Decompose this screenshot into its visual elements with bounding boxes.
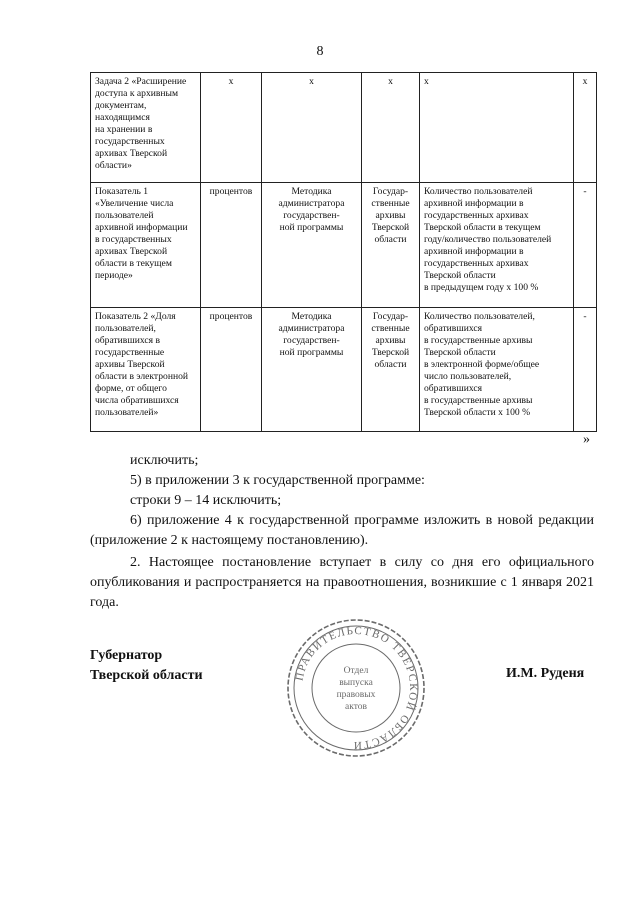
paragraph-exclude: исключить;: [130, 453, 199, 468]
page-number: 8: [316, 44, 324, 59]
stamp-center-line4: актов: [345, 702, 367, 712]
table-cell-method: х: [262, 73, 362, 183]
stamp-center-line2: выпуска: [339, 678, 373, 688]
table-row: [91, 73, 597, 183]
table-cell-unit: процентов: [201, 308, 262, 432]
table-row: [91, 183, 597, 308]
table-cell-formula: Количество пользователей архивной информации в государственных архивах Тверской области в текущем году/количество пользователей архивной информации в государственных архивах Тверской области в предыдущем году х 100 %: [420, 183, 574, 308]
official-stamp: [285, 617, 427, 759]
table-cell-note: х: [574, 73, 597, 183]
table-cell-formula: х: [420, 73, 574, 183]
signatory-name: И.М. Руденя: [506, 666, 585, 681]
table-cell-name: Показатель 1 «Увеличение числа пользователей архивной информации в государственных архивах Тверской области в текущем периоде»: [91, 183, 201, 308]
signatory-title: [90, 646, 203, 686]
table-cell-note: -: [574, 183, 597, 308]
signatory-title-line1: Губернатор: [90, 648, 163, 663]
table-cell-source: Государ- ственные архивы Тверской области: [362, 183, 420, 308]
indicators-table: [90, 72, 597, 432]
table-cell-source: Государ- ственные архивы Тверской области: [362, 308, 420, 432]
table-cell-unit: процентов: [201, 183, 262, 308]
table-cell-name: Показатель 2 «Доля пользователей, обратившихся в государственные архивы Тверской области в электронной форме, от общего числа обратившихся пользователей»: [91, 308, 201, 432]
table-row: [91, 308, 597, 432]
signatory-title-line2: Тверской области: [90, 668, 203, 683]
stamp-center-line3: правовых: [336, 690, 376, 700]
stamp-ring-text: ПРАВИТЕЛЬСТВО ТВЕРСКОЙ ОБЛАСТИ: [293, 624, 420, 752]
paragraph-effective-date: 2. Настоящее постановление вступает в силу со дня его официального опубликования и распространяется на правоотношения, возникшие с 1 января 2021 года.: [90, 555, 594, 610]
table-cell-method: Методика администратора государствен- ной программы: [262, 308, 362, 432]
table-cell-source: х: [362, 73, 420, 183]
closing-quote: »: [583, 432, 590, 447]
table-cell-note: -: [574, 308, 597, 432]
paragraph-rows-exclude: строки 9 – 14 исключить;: [130, 493, 282, 508]
table-cell-name: Задача 2 «Расширение доступа к архивным документам, находящимся на хранении в государственных архивах Тверской области»: [91, 73, 201, 183]
table-cell-unit: х: [201, 73, 262, 183]
paragraph-item-6: 6) приложение 4 к государственной программе изложить в новой редакции (приложение 2 к настоящему постановлению).: [90, 513, 594, 548]
table-cell-formula: Количество пользователей, обратившихся в государственные архивы Тверской области в электронной форме/общее число пользователей, обратившихся в государственные архивы Тверской области х 100 %: [420, 308, 574, 432]
table-cell-method: Методика администратора государствен- ной программы: [262, 183, 362, 308]
stamp-center-line1: Отдел: [343, 666, 369, 676]
paragraph-item-5: 5) в приложении 3 к государственной программе:: [130, 473, 425, 488]
